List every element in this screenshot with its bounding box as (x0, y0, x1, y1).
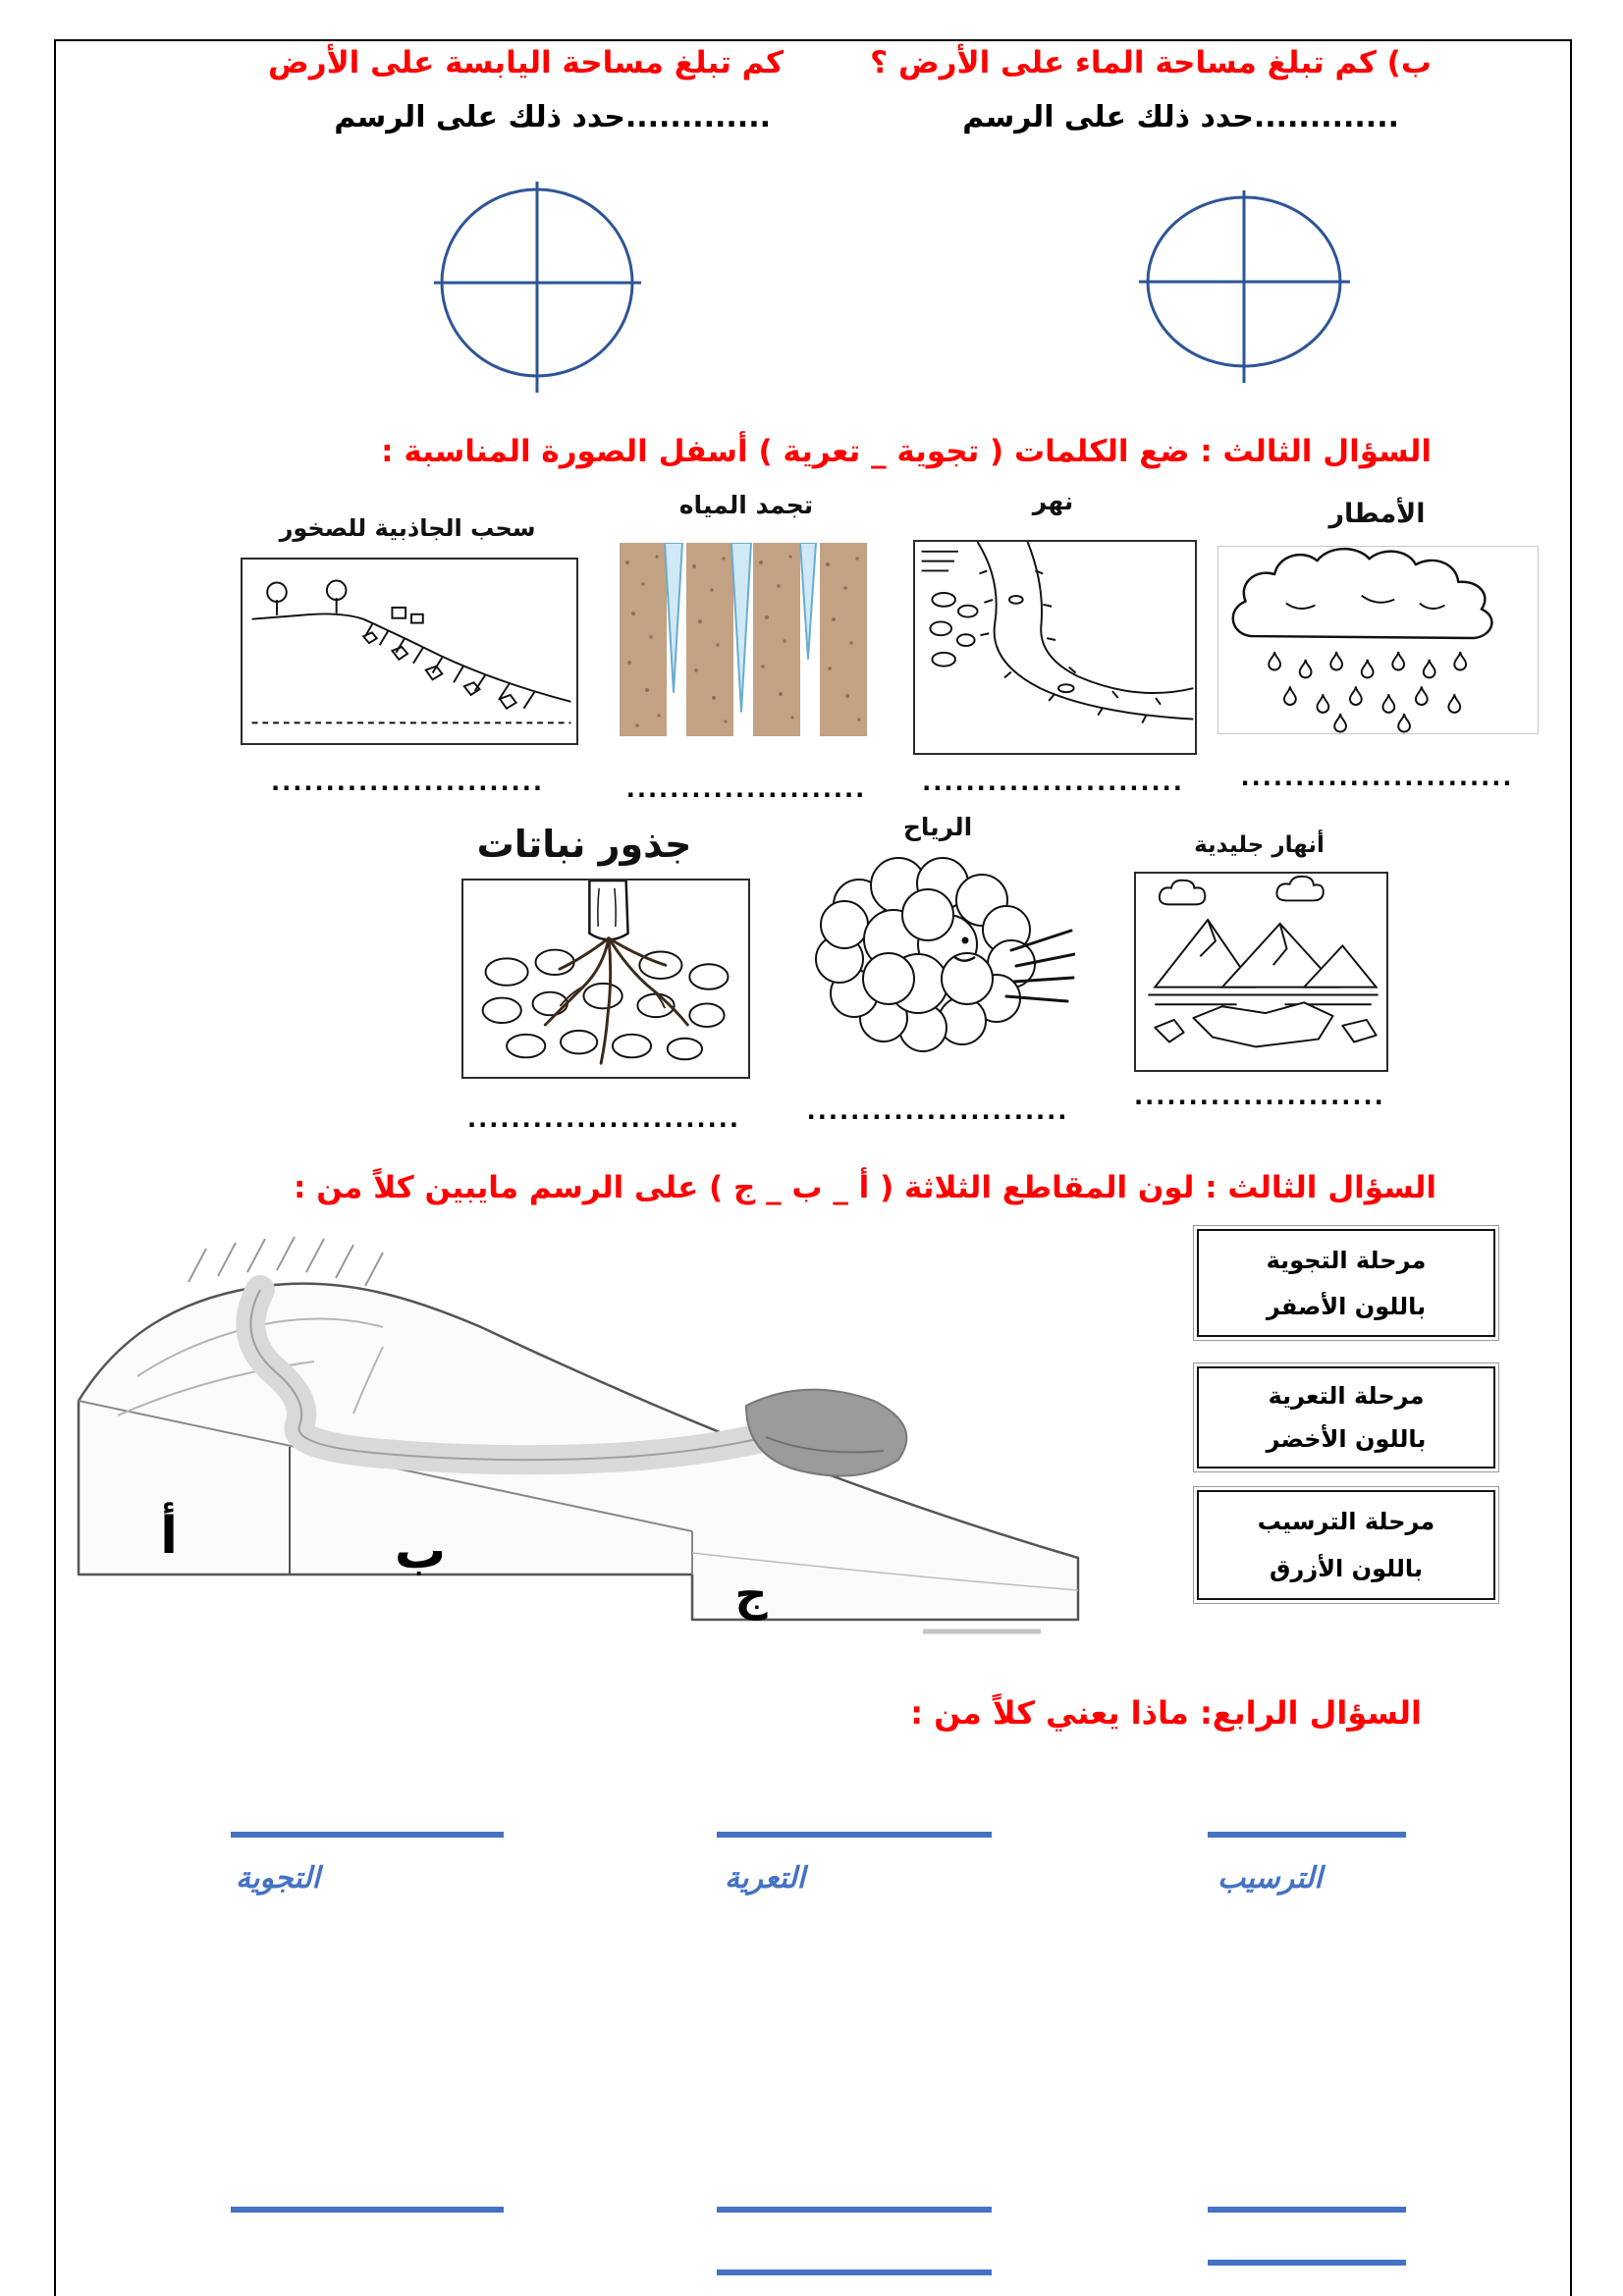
question3-color-heading: السؤال الثالث : لون المقاطع الثلاثة ( أ _ ب _ ج ) على الرسم مايبين كلاً من : (294, 1170, 1436, 1205)
water-pie-circle (1139, 188, 1350, 385)
label-frozen-water: تجمد المياه (678, 491, 814, 519)
landform-cross-section-icon (59, 1229, 1100, 1636)
answer-blank-glacier: ....................... (1134, 1083, 1385, 1110)
answer-blank-rain: ......................... (1240, 764, 1514, 791)
term-erosion: التعرية (725, 1861, 805, 1896)
plant-roots-icon (467, 881, 748, 1073)
legend-deposition-box (1193, 1486, 1499, 1604)
plant-roots-picture (461, 879, 750, 1079)
label-glacier: أنهار جليدية (1194, 832, 1325, 858)
answer-blank-wind: ........................ (806, 1097, 1069, 1125)
question4-heading: السؤال الرابع: ماذا يعني كلاً من : (910, 1694, 1422, 1732)
question-land-area: كم تبلغ مساحة اليابسة على الأرض (268, 45, 784, 80)
legend-weathering-title: مرحلة التجوية (1266, 1246, 1427, 1274)
answer-line-deposition-2 (1208, 2260, 1406, 2266)
legend-deposition-color: باللون الأزرق (1270, 1555, 1423, 1582)
legend-erosion-title: مرحلة التعرية (1268, 1382, 1425, 1410)
gravity-rocks-icon (246, 560, 576, 739)
answer-blank-river: ........................ (922, 769, 1184, 796)
mark-on-drawing-right: .............حدد ذلك على الرسم (962, 100, 1399, 134)
answer-blank-frozen: ...................... (625, 775, 867, 803)
landform-diagram (59, 1229, 1100, 1636)
answer-line-erosion (717, 2207, 992, 2213)
wind-picture (800, 846, 1075, 1064)
term-line-deposition (1208, 1832, 1406, 1838)
legend-weathering-color: باللون الأصفر (1266, 1292, 1427, 1320)
rain-cloud-icon (1218, 547, 1538, 733)
glacier-icon (1140, 874, 1386, 1066)
rain-picture (1217, 546, 1539, 734)
question-b-water-area: ب) كم تبلغ مساحة الماء على الأرض ؟ (870, 45, 1432, 80)
gravity-rocks-picture (241, 558, 578, 745)
answer-line-erosion-2 (717, 2269, 992, 2275)
land-pie-circle (432, 182, 643, 393)
circle-cross-icon (1139, 188, 1350, 385)
section-letter-a: أ (160, 1507, 178, 1566)
wind-cloud-icon (800, 846, 1075, 1064)
term-line-erosion (717, 1832, 992, 1838)
answer-blank-roots: ......................... (467, 1105, 740, 1133)
mark-on-drawing-left: .............حدد ذلك على الرسم (334, 100, 771, 134)
river-icon (919, 542, 1195, 749)
term-weathering: التجوية (236, 1861, 320, 1896)
label-wind: الرياح (902, 813, 973, 841)
answer-line-weathering (231, 2207, 504, 2213)
label-roots: جذور نباتات (476, 823, 692, 866)
legend-deposition-title: مرحلة الترسيب (1257, 1508, 1435, 1535)
frozen-water-icon (614, 543, 879, 736)
question3-words-heading: السؤال الثالث : ضع الكلمات ( تجوية _ تعرية ) أسفل الصورة المناسبة : (381, 434, 1432, 469)
answer-line-deposition (1208, 2207, 1406, 2213)
river-picture (913, 540, 1197, 755)
legend-erosion-color: باللون الأخضر (1266, 1425, 1427, 1453)
circle-cross-icon (432, 182, 643, 393)
answer-blank-gravity: ......................... (271, 769, 544, 796)
term-line-weathering (231, 1832, 504, 1838)
label-river: نهر (1032, 487, 1074, 515)
glacier-picture (1134, 872, 1388, 1072)
frozen-water-picture (614, 543, 879, 736)
label-rain: الأمطار (1328, 499, 1426, 529)
section-letter-j: ج (734, 1568, 768, 1621)
section-letter-b: ب (394, 1522, 447, 1580)
label-gravity-rocks: سحب الجاذبية للصخور (279, 514, 536, 542)
legend-erosion-box (1193, 1362, 1499, 1472)
legend-weathering-box (1193, 1225, 1499, 1341)
term-deposition: الترسيب (1217, 1861, 1323, 1896)
